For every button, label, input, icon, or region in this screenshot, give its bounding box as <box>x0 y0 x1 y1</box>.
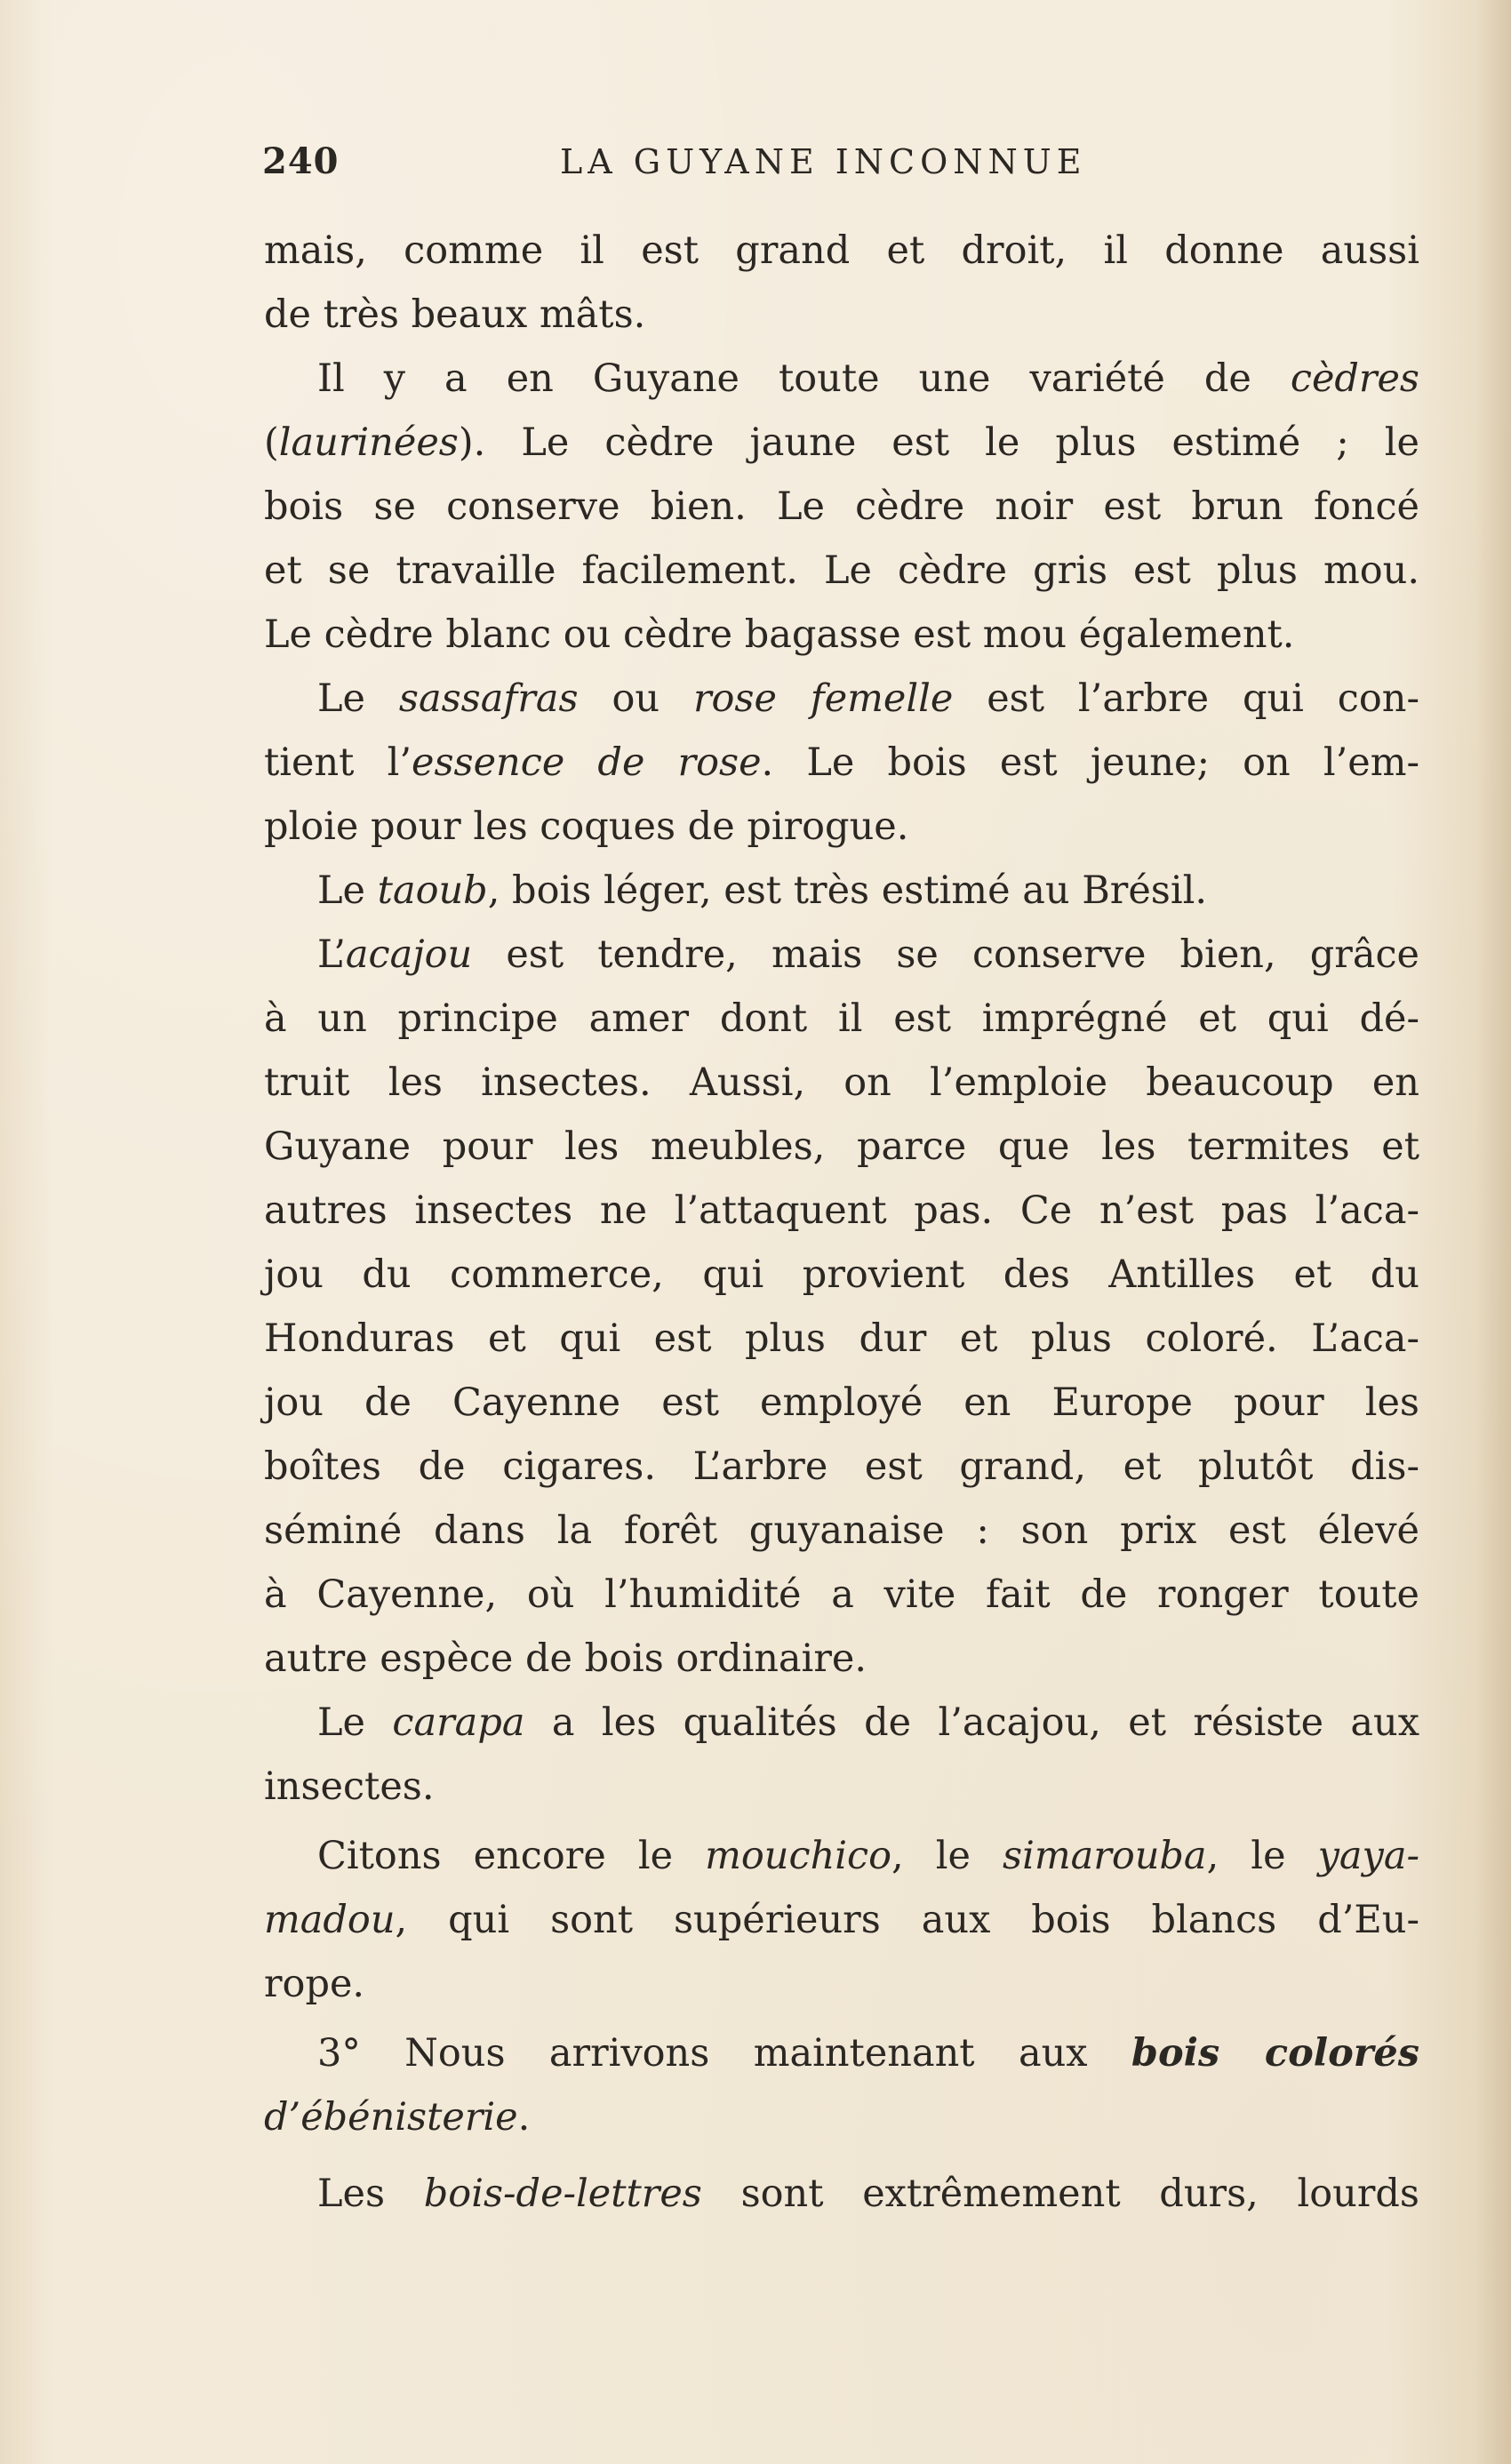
text-line: jou de Cayenne est employé en Europe pour les <box>264 1380 1419 1425</box>
text-line: insectes. <box>264 1764 435 1809</box>
text-line: à un principe amer dont il est imprégné et qui dé- <box>264 996 1419 1041</box>
text-line: jou du commerce, qui provient des Antilles et du <box>264 1252 1419 1297</box>
text-line: 3° Nous arrivons maintenant aux bois colorés <box>317 2031 1419 2076</box>
text-line: Guyane pour les meubles, parce que les termites et <box>264 1124 1419 1169</box>
text-line: bois se conserve bien. Le cèdre noir est brun foncé <box>264 484 1419 529</box>
text-line: mais, comme il est grand et droit, il donne aussi <box>264 228 1419 273</box>
text-line: Il y a en Guyane toute une variété de cèdres <box>317 356 1419 401</box>
page-number: 240 <box>262 140 340 182</box>
text-line: séminé dans la forêt guyanaise : son prix est élevé <box>264 1508 1419 1553</box>
text-line: Citons encore le mouchico, le simarouba, le yaya- <box>317 1834 1419 1878</box>
text-line: Le sassafras ou rose femelle est l’arbre qui con- <box>317 676 1420 721</box>
text-line: Le taoub, bois léger, est très estimé au Brésil. <box>317 868 1208 913</box>
text-line: de très beaux mâts. <box>264 292 646 337</box>
text-line: L’acajou est tendre, mais se conserve bien, grâce <box>317 932 1419 977</box>
text-line: Le cèdre blanc ou cèdre bagasse est mou également. <box>264 612 1295 657</box>
text-line: ploie pour les coques de pirogue. <box>264 804 909 849</box>
paragraph-gap <box>264 2149 1419 2162</box>
text-line: Les bois-de-lettres sont extrêmement durs, lourds <box>317 2172 1419 2216</box>
text-line: autre espèce de bois ordinaire. <box>264 1636 867 1681</box>
text-line: (laurinées). Le cèdre jaune est le plus estimé ; le <box>264 420 1419 465</box>
text-line: boîtes de cigares. L’arbre est grand, et plutôt dis- <box>264 1444 1419 1489</box>
running-title: LA GUYANE INCONNUE <box>560 142 1087 181</box>
text-line: Le carapa a les qualités de l’acajou, et résiste aux <box>317 1700 1419 1745</box>
text-line: rope. <box>264 1962 365 2006</box>
text-line: truit les insectes. Aussi, on l’emploie beaucoup en <box>264 1060 1419 1105</box>
text-line: à Cayenne, où l’humidité a vite fait de ronger toute <box>264 1572 1419 1617</box>
running-header <box>262 135 1418 188</box>
page-edge-shadow <box>1475 0 1511 2464</box>
text-line: d’ébénisterie. <box>264 2095 531 2140</box>
text-line: autres insectes ne l’attaquent pas. Ce n’est pas l’aca- <box>264 1188 1419 1233</box>
text-line: madou, qui sont supérieurs aux bois blancs d’Eu- <box>264 1898 1419 1942</box>
text-line: tient l’essence de rose. Le bois est jeune; on l’em- <box>264 740 1419 785</box>
text-line: et se travaille facilement. Le cèdre gris est plus mou. <box>264 548 1419 593</box>
body-text <box>264 219 1419 2226</box>
text-line: Honduras et qui est plus dur et plus coloré. L’aca- <box>264 1316 1419 1361</box>
